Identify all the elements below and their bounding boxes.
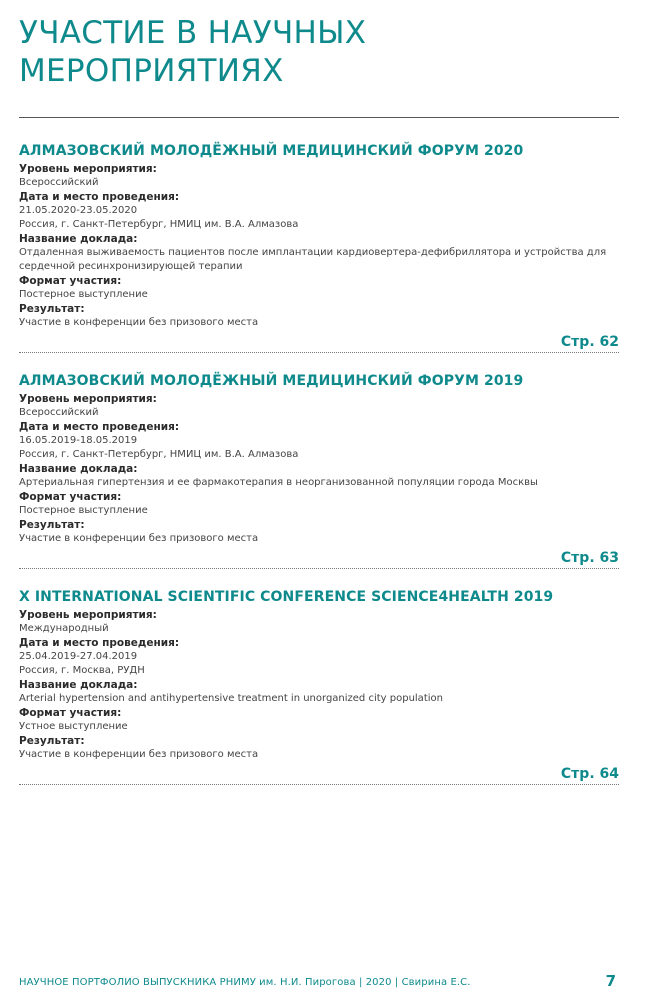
format-value: Устное выступление — [19, 721, 128, 732]
page-reference: Стр. 62 — [560, 334, 619, 350]
page-reference: Стр. 64 — [560, 766, 619, 782]
title-divider — [19, 117, 619, 118]
format-label: Формат участия: — [19, 707, 122, 719]
footer-page-number: 7 — [605, 972, 616, 990]
report-value: Артериальная гипертензия и ее фармакотерапия в неорганизованной популяции города Москвы — [19, 477, 538, 488]
report-label: Название доклада: — [19, 233, 138, 245]
date-value: 16.05.2019-18.05.2019 — [19, 435, 138, 446]
result-label: Результат: — [19, 735, 85, 747]
result-value: Участие в конференции без призового места — [19, 533, 259, 544]
dotted-divider — [19, 352, 619, 353]
page-title-line-2: МЕРОПРИЯТИЯХ — [19, 53, 284, 89]
report-label: Название доклада: — [19, 463, 138, 475]
date-label: Дата и место проведения: — [19, 637, 180, 649]
level-value: Международный — [19, 623, 109, 634]
result-label: Результат: — [19, 303, 85, 315]
page-reference: Стр. 63 — [560, 550, 619, 566]
dotted-divider — [19, 784, 619, 785]
event-entry-1 — [19, 142, 619, 353]
footer-text: НАУЧНОЕ ПОРТФОЛИО ВЫПУСКНИКА РНИМУ им. Н.И. Пирогова | 2020 | Свирина Е.С. — [19, 977, 471, 988]
result-value: Участие в конференции без призового места — [19, 749, 259, 760]
event-name: АЛМАЗОВСКИЙ МОЛОДЁЖНЫЙ МЕДИЦИНСКИЙ ФОРУМ 2020 — [19, 143, 524, 159]
event-name: X INTERNATIONAL SCIENTIFIC CONFERENCE SCIENCE4HEALTH 2019 — [19, 589, 554, 605]
event-name: АЛМАЗОВСКИЙ МОЛОДЁЖНЫЙ МЕДИЦИНСКИЙ ФОРУМ 2019 — [19, 373, 524, 389]
event-entry-2 — [19, 372, 619, 569]
report-label: Название доклада: — [19, 679, 138, 691]
date-value: 21.05.2020-23.05.2020 — [19, 205, 138, 216]
page-title — [19, 14, 619, 90]
format-value: Постерное выступление — [19, 289, 148, 300]
format-label: Формат участия: — [19, 491, 122, 503]
date-label: Дата и место проведения: — [19, 421, 180, 433]
level-label: Уровень мероприятия: — [19, 393, 157, 405]
place-value: Россия, г. Санкт-Петербург, НМИЦ им. В.А. Алмазова — [19, 219, 299, 230]
place-value: Россия, г. Санкт-Петербург, НМИЦ им. В.А. Алмазова — [19, 449, 299, 460]
format-value: Постерное выступление — [19, 505, 148, 516]
report-value: Отдаленная выживаемость пациентов после имплантации кардиовертера-дефибриллятора и устройства для сердечной ресинхронизирующей терапии — [19, 247, 607, 272]
place-value: Россия, г. Москва, РУДН — [19, 665, 145, 676]
dotted-divider — [19, 568, 619, 569]
date-value: 25.04.2019-27.04.2019 — [19, 651, 138, 662]
level-value: Всероссийский — [19, 177, 99, 188]
report-value: Arterial hypertension and antihypertensive treatment in unorganized city population — [19, 693, 443, 704]
result-label: Результат: — [19, 519, 85, 531]
result-value: Участие в конференции без призового места — [19, 317, 259, 328]
level-label: Уровень мероприятия: — [19, 163, 157, 175]
page-title-line-1: УЧАСТИЕ В НАУЧНЫХ — [19, 15, 367, 51]
event-entry-3 — [19, 588, 619, 785]
format-label: Формат участия: — [19, 275, 122, 287]
date-label: Дата и место проведения: — [19, 191, 180, 203]
level-label: Уровень мероприятия: — [19, 609, 157, 621]
level-value: Всероссийский — [19, 407, 99, 418]
